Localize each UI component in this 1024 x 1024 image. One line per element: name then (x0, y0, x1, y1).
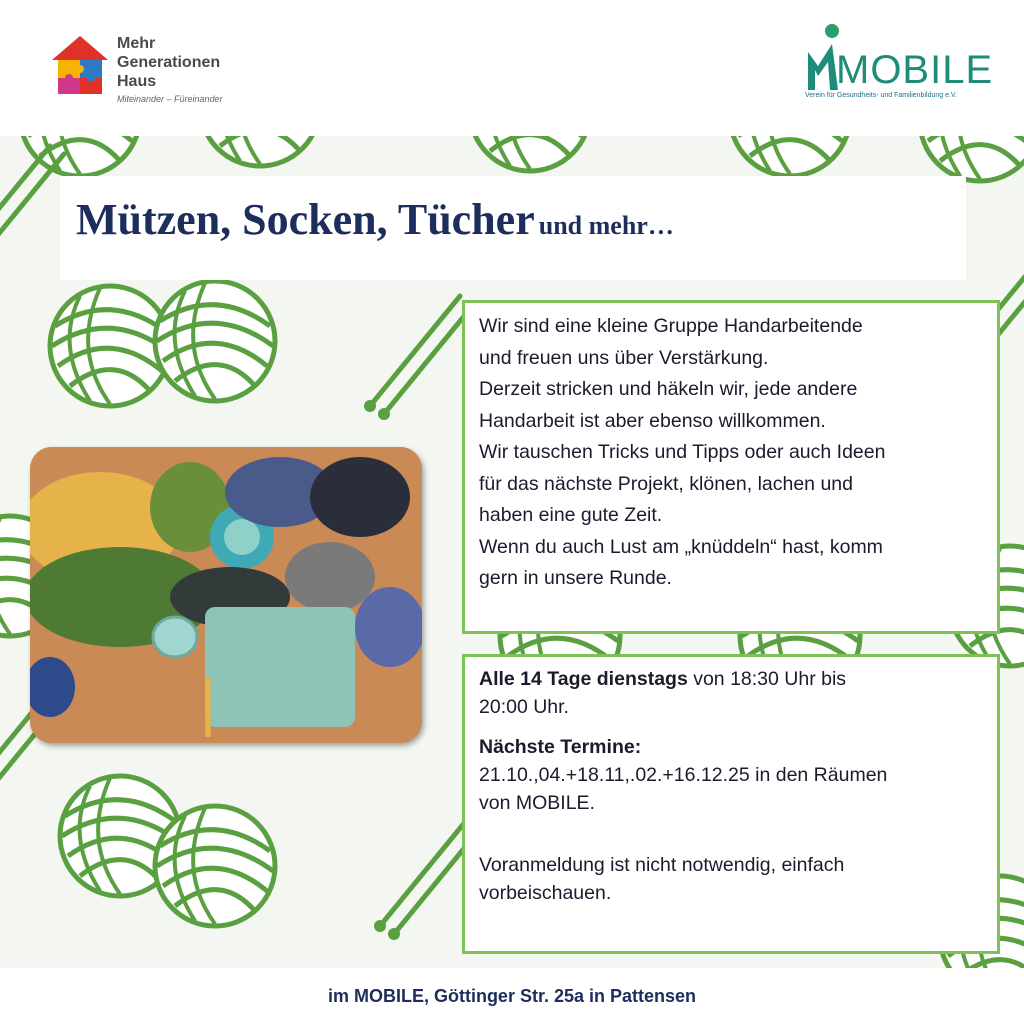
footer-address: im MOBILE, Göttinger Str. 25a in Pattensen (327, 986, 697, 1006)
mobile-logo-wordmark: MOBILE (836, 48, 994, 92)
intro-line: und freuen uns über Verstärkung. (479, 346, 769, 369)
intro-line: gern in unsere Runde. (479, 567, 672, 589)
intro-line: haben eine gute Zeit. (479, 504, 663, 526)
schedule-textbox (462, 654, 1000, 954)
mgh-logo-line1: Mehr (117, 35, 156, 52)
mobile-logo-subtitle: Verein für Gesundheits- und Familienbildung e.V. (805, 92, 957, 99)
intro-line: Derzeit stricken und häkeln wir, jede andere (479, 378, 858, 400)
intro-line: Wir tauschen Tricks und Tipps oder auch Ideen (479, 441, 886, 463)
intro-line: Wenn du auch Lust am „knüddeln“ hast, komm (479, 535, 883, 558)
mgh-logo-line2: Generationen (117, 54, 221, 71)
registration-note: Voranmeldung ist nicht notwendig, einfach (479, 854, 845, 876)
intro-line: für das nächste Projekt, klönen, lachen und (479, 472, 853, 495)
house-puzzle-icon (50, 34, 110, 96)
registration-note-end: vorbeischauen. (479, 882, 612, 904)
knitwork-image (30, 447, 422, 743)
mgh-logo-text (117, 34, 223, 105)
mgh-logo-tagline: Miteinander – Füreinander (117, 94, 223, 104)
schedule-frequency: Alle 14 Tage dienstags (479, 668, 688, 690)
footer (0, 968, 1024, 1024)
mehrgenerationenhaus-logo (50, 28, 250, 103)
mobile-logo (800, 22, 994, 102)
knitting-photo (30, 447, 422, 743)
mgh-logo-line3: Haus (117, 73, 157, 90)
header (0, 0, 1024, 136)
title-banner (60, 176, 966, 280)
schedule-when (479, 665, 983, 693)
schedule-time-end: 20:00 Uhr. (479, 696, 569, 718)
intro-line: Wir sind eine kleine Gruppe Handarbeitende (479, 315, 863, 337)
next-dates: 21.10.,04.+18.11,.02.+16.12.25 in den Räumen (479, 764, 888, 786)
intro-textbox (462, 300, 1000, 634)
schedule-time: von 18:30 Uhr bis (687, 668, 847, 690)
page-title (76, 194, 674, 245)
intro-line: Handarbeit ist aber ebenso willkommen. (479, 409, 826, 432)
next-dates-location: von MOBILE. (479, 792, 595, 814)
title-suffix: und mehr… (538, 211, 674, 240)
next-dates-label: Nächste Termine: (479, 736, 642, 758)
title-main: Mützen, Socken, Tücher (76, 195, 535, 244)
